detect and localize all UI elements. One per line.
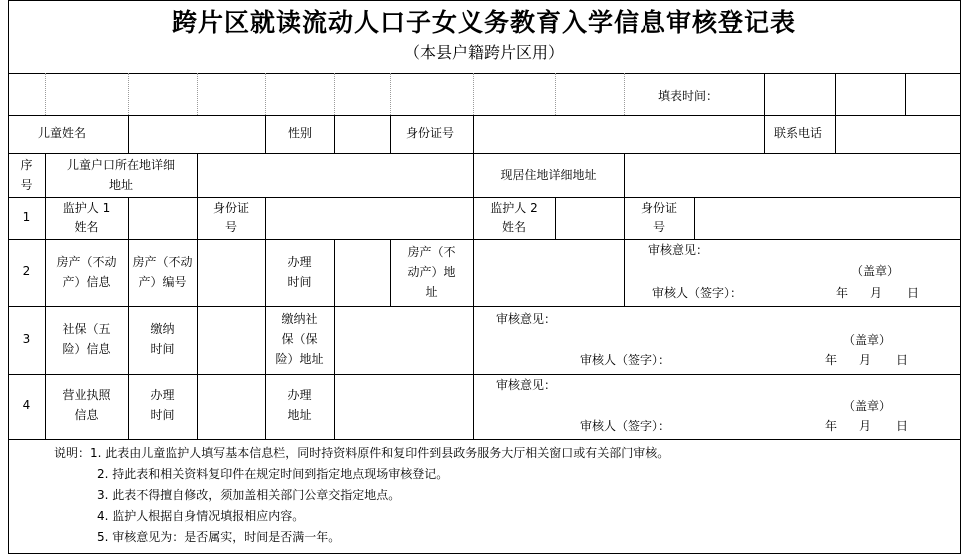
business-license-label-1: 营业执照 — [62, 388, 111, 402]
row4-year: 年 — [825, 419, 838, 433]
social-insurance-label-2: 险）信息 — [62, 342, 111, 356]
rule-under-row1 — [8, 239, 961, 240]
guardian1-id-label-2: 号 — [224, 220, 237, 234]
property-address-label-1: 房产（不 — [407, 245, 456, 259]
id-number-label: 身份证号 — [406, 126, 455, 140]
payment-address-label-2: 保（保 — [281, 332, 318, 346]
guardian1-id-label-1: 身份证 — [212, 201, 249, 215]
license-handle-address-label-1: 办理 — [287, 388, 312, 402]
rule-under-row2 — [8, 306, 961, 307]
fill-time-label: 填表时间： — [658, 89, 719, 103]
row4-review-opinion: 审核意见： — [496, 378, 557, 392]
rule-under-time — [8, 115, 961, 116]
property-info-label-2: 产）信息 — [62, 275, 111, 289]
license-handle-address-label-2: 地址 — [287, 408, 312, 422]
payment-address-label-3: 险）地址 — [275, 352, 324, 366]
row3-seal: （盖章） — [843, 333, 892, 347]
guardian1-name-label-2: 姓名 — [74, 220, 99, 234]
row2-year: 年 — [836, 286, 849, 300]
payment-time-label-2: 时间 — [150, 342, 175, 356]
note-1: 说明：1. 此表由儿童监护人填写基本信息栏，同时持资料原件和复印件到县政务服务大厅相关窗口或有关部门审核。 — [54, 446, 670, 460]
residence-address-label: 现居住地详细地址 — [500, 168, 597, 182]
child-name-label: 儿童姓名 — [38, 126, 87, 140]
note-5: 5. 审核意见为：是否属实，时间是否满一年。 — [97, 530, 341, 544]
row3-reviewer: 审核人（签字）： — [580, 353, 671, 367]
property-address-label-2: 动产）地 — [407, 265, 456, 279]
row4-number: 4 — [22, 398, 31, 412]
row4-day: 日 — [896, 419, 909, 433]
rule-under-title — [8, 73, 961, 74]
payment-time-label-1: 缴纳 — [150, 322, 175, 336]
property-info-label-1: 房产（不动 — [56, 255, 117, 269]
gender-label: 性别 — [288, 126, 313, 140]
rule-under-child — [8, 153, 961, 154]
row2-number: 2 — [22, 264, 31, 278]
guardian2-name-label-2: 姓名 — [501, 220, 526, 234]
row2-day: 日 — [907, 286, 920, 300]
row4-seal: （盖章） — [843, 399, 892, 413]
rule-under-row4 — [8, 439, 961, 440]
social-insurance-label-1: 社保（五 — [62, 322, 111, 336]
row2-month: 月 — [870, 286, 883, 300]
row3-number: 3 — [22, 332, 31, 346]
phone-label: 联系电话 — [774, 126, 823, 140]
row3-review-opinion: 审核意见： — [496, 312, 557, 326]
row1-number: 1 — [22, 210, 31, 224]
note-3: 3. 此表不得擅自修改，须加盖相关部门公章交指定地点。 — [97, 488, 401, 502]
frame-bottom — [8, 553, 961, 554]
row2-review-opinion: 审核意见： — [648, 243, 709, 257]
row3-day: 日 — [896, 353, 909, 367]
note-4: 4. 监护人根据自身情况填报相应内容。 — [97, 509, 305, 523]
seq-header-1: 序 — [20, 158, 33, 172]
frame-top — [8, 0, 961, 1]
property-number-label-2: 产）编号 — [138, 275, 187, 289]
row4-month: 月 — [859, 419, 872, 433]
row3-month: 月 — [859, 353, 872, 367]
license-handle-time-label-2: 时间 — [150, 408, 175, 422]
hukou-address-label-2: 地址 — [108, 178, 133, 192]
frame-right — [960, 0, 961, 554]
property-address-label-3: 址 — [425, 285, 438, 299]
guardian2-name-label-1: 监护人 2 — [490, 201, 538, 215]
form-title: 跨片区就读流动人口子女义务教育入学信息审核登记表 — [171, 8, 796, 37]
row4-reviewer: 审核人（签字）： — [580, 419, 671, 433]
license-handle-time-label-1: 办理 — [150, 388, 175, 402]
guardian2-id-label-2: 号 — [652, 220, 665, 234]
row2-reviewer: 审核人（签字）： — [652, 286, 743, 300]
row3-year: 年 — [825, 353, 838, 367]
form-subtitle: （本县户籍跨片区用） — [403, 43, 564, 62]
business-license-label-2: 信息 — [74, 408, 99, 422]
row2-seal: （盖章） — [851, 264, 900, 278]
property-handle-time-label-1: 办理 — [287, 255, 312, 269]
seq-header-2: 号 — [20, 178, 33, 192]
property-handle-time-label-2: 时间 — [287, 275, 312, 289]
rule-under-row3 — [8, 374, 961, 375]
note-2: 2. 持此表和相关资料复印件在规定时间到指定地点现场审核登记。 — [97, 467, 449, 481]
payment-address-label-1: 缴纳社 — [281, 312, 318, 326]
guardian2-id-label-1: 身份证 — [640, 201, 677, 215]
guardian1-name-label-1: 监护人 1 — [62, 201, 111, 215]
property-number-label-1: 房产（不动 — [132, 255, 193, 269]
hukou-address-label-1: 儿童户口所在地详细 — [66, 158, 175, 172]
